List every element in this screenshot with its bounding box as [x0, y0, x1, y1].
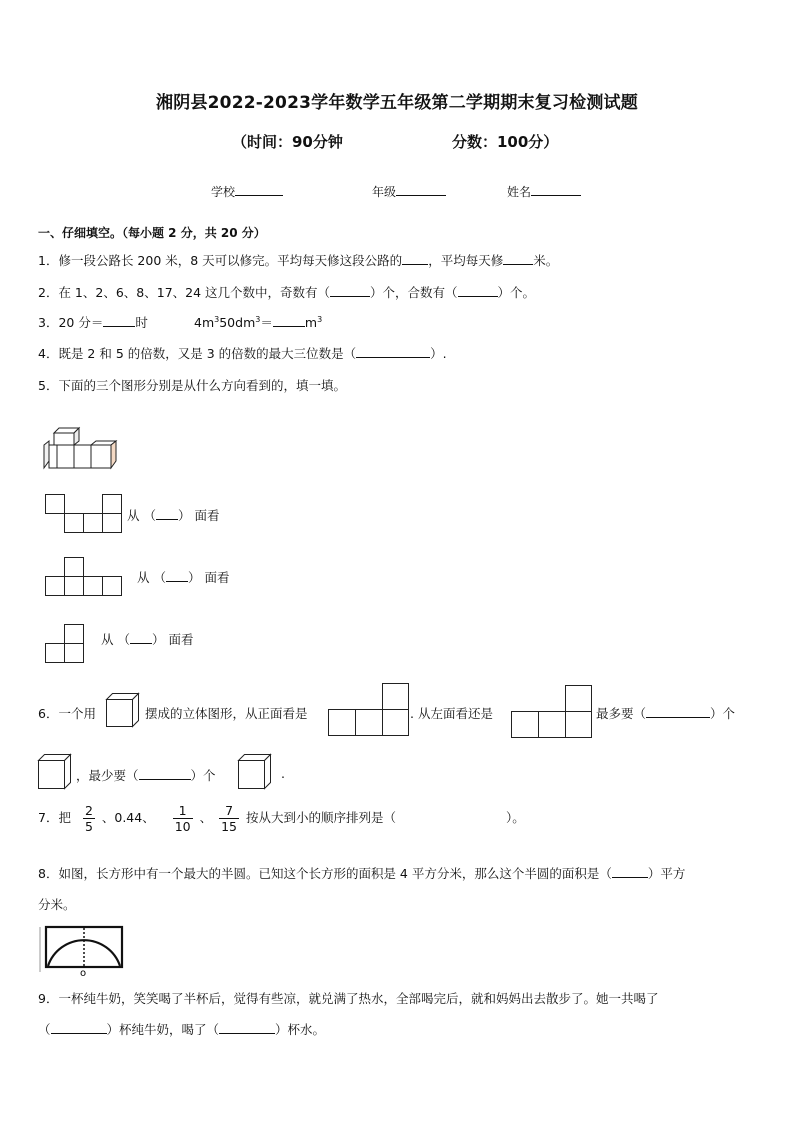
q3-text-b: 时: [135, 315, 148, 330]
q1-text-a: 1．修一段公路长 200 米，8 天可以修完。平均每天修这段公路的: [38, 253, 403, 268]
q5-view1-from: 从 （: [127, 508, 156, 523]
q9-text-a: 9．一杯纯牛奶，笑笑喝了半杯后，觉得有些凉，就兑满了热水，全部喝完后，就和妈妈出去散步了。她一共喝了: [38, 991, 659, 1006]
q6-text-e: ）个: [710, 706, 736, 721]
exam-score: 分数：100分）: [452, 133, 559, 151]
cube-icon: [38, 754, 72, 790]
q5-view-2-answer: [137, 568, 229, 586]
q7-text-c: ）。: [506, 810, 525, 825]
q8-text-c: 分米。: [38, 897, 76, 912]
q6-text-f: ，最少要（: [76, 768, 139, 783]
q7-f2-num: 1: [173, 803, 193, 819]
q7-f2-den: 10: [174, 819, 191, 834]
q6-text-g: ）个: [190, 768, 216, 783]
q5-view3-blank[interactable]: [130, 631, 152, 644]
q7-text-a: 7．把: [38, 810, 71, 825]
q3-unit-m: 4m: [194, 315, 215, 330]
exam-time: （时间：90分钟: [232, 133, 343, 151]
q6-text-h: .: [281, 766, 285, 781]
q5-view3-from: 从 （: [101, 632, 130, 647]
q9-text-b: （: [38, 1022, 51, 1037]
school-blank[interactable]: [235, 183, 283, 196]
q5-view2-end: ） 面看: [187, 570, 230, 585]
q2-blank-2[interactable]: [458, 284, 498, 297]
name-field: [507, 183, 581, 200]
q3-blank-2[interactable]: [273, 314, 305, 327]
cube-icon: [238, 754, 272, 790]
q5-view1-blank[interactable]: [156, 507, 178, 520]
question-8: [38, 864, 685, 882]
q5-view3-end: ） 面看: [151, 632, 194, 647]
q5-view-3-answer: [101, 630, 193, 648]
q6-text-b: 摆成的立体图形，从正面看是: [145, 706, 308, 721]
question-4: [38, 344, 447, 362]
q6-left-view-shape: [511, 685, 593, 739]
q8-center-label: o: [80, 968, 87, 979]
q9-blank-1[interactable]: [51, 1021, 107, 1034]
q5-view2-blank[interactable]: [166, 569, 188, 582]
q3-sup-1: 3: [214, 314, 220, 324]
q9-blank-2[interactable]: [219, 1021, 275, 1034]
q7-f3-num: 7: [219, 803, 239, 819]
q7-f3-den: 15: [221, 819, 237, 834]
q6-min-answer: [76, 766, 216, 784]
q6-text-d: 最多要（: [596, 706, 647, 721]
question-3: [38, 313, 148, 331]
school-field: [211, 183, 283, 200]
q9-text-c: ）杯纯牛奶，喝了（: [106, 1022, 220, 1037]
question-3b: [194, 313, 322, 331]
question-1: [38, 251, 558, 269]
q3-unit-dm: 50dm: [219, 315, 256, 330]
q3-sup-2: 3: [255, 314, 261, 324]
grade-blank[interactable]: [396, 183, 446, 196]
q7-fraction-3: [219, 803, 239, 834]
q2-text-a: 2．在 1、2、6、8、17、24 这几个数中，奇数有（: [38, 285, 331, 300]
q1-text-b: ，平均每天修: [428, 253, 504, 268]
q6-max-blank[interactable]: [646, 705, 710, 718]
q1-text-c: 米。: [533, 253, 559, 268]
section-heading: 一、仔细填空。（每小题 2 分，共 20 分）: [38, 226, 266, 240]
q4-blank[interactable]: [356, 345, 430, 358]
q8-text-b: ）平方: [647, 866, 686, 881]
q6-front-view-shape: [328, 683, 410, 737]
q1-blank-2[interactable]: [503, 252, 533, 265]
q7-sep-2: 、: [199, 810, 213, 825]
grade-label: 年级: [372, 185, 397, 199]
q6-text-c: . 从左面看还是: [410, 706, 493, 721]
q5-view1-end: ） 面看: [177, 508, 220, 523]
name-label: 姓名: [507, 185, 532, 199]
q1-blank-1[interactable]: [402, 252, 428, 265]
q7-fraction-1: [83, 803, 95, 834]
q7-fraction-2: [173, 803, 193, 834]
q2-blank-1[interactable]: [330, 284, 370, 297]
q5-view-1-answer: [127, 506, 219, 524]
q8-text-a: 8．如图，长方形中有一个最大的半圆。已知这个长方形的面积是 4 平方分米，那么这个半圆的面积是（: [38, 866, 612, 881]
q4-text-b: ）.: [430, 346, 447, 361]
q8-semicircle-figure: [38, 922, 126, 978]
q3-unit-m3: m: [304, 315, 318, 330]
q3-text-a: 3．20 分＝: [38, 315, 104, 330]
q2-text-b: ）个，合数有（: [370, 285, 458, 300]
q5-view-1-shape: [45, 494, 123, 534]
q7-sep-1: 、0.44、: [101, 810, 155, 825]
name-blank[interactable]: [531, 183, 581, 196]
q5-view2-from: 从 （: [137, 570, 166, 585]
page-title: 湘阴县2022-2023学年数学五年级第二学期期末复习检测试题: [156, 93, 638, 113]
question-2: [38, 283, 535, 301]
grade-field: [372, 183, 446, 200]
q6-max-answer: [596, 704, 735, 722]
q4-text-a: 4．既是 2 和 5 的倍数，又是 3 的倍数的最大三位数是（: [38, 346, 357, 361]
q5-view-3-shape: [45, 624, 85, 664]
question-7: [38, 803, 525, 834]
q5-solid-figure: [44, 428, 126, 470]
question-5: 5．下面的三个图形分别是从什么方向看到的，填一填。: [38, 378, 346, 393]
q3-blank-1[interactable]: [103, 314, 135, 327]
q6-min-blank[interactable]: [139, 767, 191, 780]
q7-text-b: 按从大到小的顺序排列是（: [245, 810, 396, 825]
cube-icon: [106, 693, 140, 727]
q3-sup-3: 3: [317, 314, 323, 324]
school-label: 学校: [211, 185, 236, 199]
question-9b: [38, 1020, 325, 1038]
q9-text-d: ）杯水。: [275, 1022, 326, 1037]
q3-equals: ＝: [260, 315, 273, 330]
q2-text-c: ）个。: [497, 285, 536, 300]
q5-view-2-shape: [45, 557, 123, 597]
q8-blank[interactable]: [612, 865, 648, 878]
q6-text-a: 6．一个用: [38, 706, 96, 721]
q7-f1-num: 2: [84, 803, 93, 818]
q7-f1-den: 5: [84, 819, 93, 834]
